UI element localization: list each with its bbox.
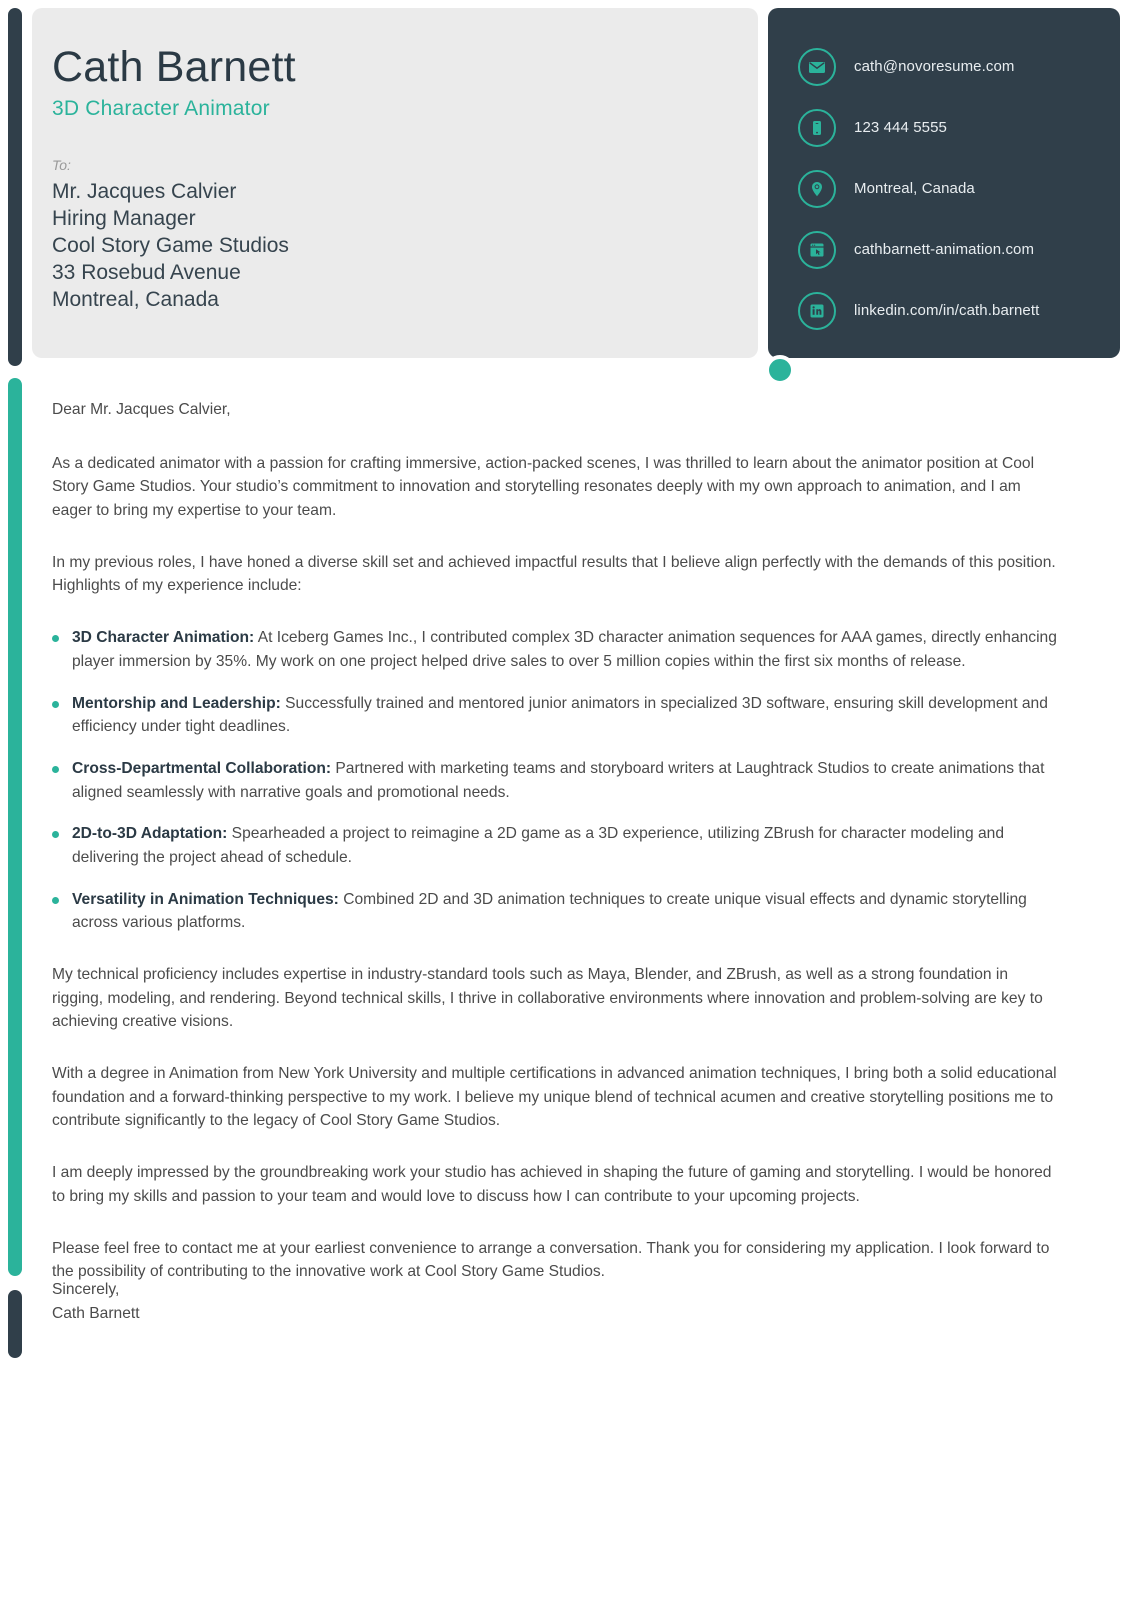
junction-dot (765, 355, 795, 385)
list-item (52, 692, 1057, 739)
contact-value: 123 444 5555 (854, 119, 947, 136)
bullet-text: Partnered with marketing teams and storyboard writers at Laughtrack Studios to create animations that aligned seamlessly with narrative goals and promotional needs. (72, 759, 1045, 801)
bullet-dot-icon (52, 766, 59, 773)
bullet-dot-icon (52, 831, 59, 838)
to-label: To: (52, 157, 71, 174)
recipient-line: Hiring Manager (52, 207, 196, 231)
recipient-line: Cool Story Game Studios (52, 234, 289, 258)
signature-name: Cath Barnett (52, 1304, 140, 1322)
sign-off: Sincerely, (52, 1281, 120, 1298)
education-paragraph: With a degree in Animation from New York University and multiple certifications in advanced animation techniques, I bring both a solid educational foundation and a forward-thinking perspective to my work. I believe my unique blend of technical acumen and creative storytelling positions me to contribute significantly to the legacy of Cool Story Game Studios. (52, 1065, 1057, 1130)
contact-list (768, 36, 1120, 341)
bullet-title: Mentorship and Leadership: (72, 694, 281, 712)
intro-paragraph: As a dedicated animator with a passion for crafting immersive, action-packed scenes, I was thrilled to learn about the animator position at Cool Story Game Studios. Your studio’s commitment to innovation and storytelling resonates deeply with my own approach to animation, and I am eager to bring my expertise to your team. (52, 454, 1035, 520)
contact-item-email[interactable] (768, 36, 1120, 97)
phone-icon (798, 109, 836, 147)
bullet-text: Successfully trained and mentored junior animators in specialized 3D software, ensuring skill development and efficiency under tight deadlines. (72, 694, 1048, 736)
bullet-dot-icon (52, 635, 59, 642)
bullet-title: Cross-Departmental Collaboration: (72, 759, 332, 777)
contact-value: Montreal, Canada (854, 180, 975, 197)
location-icon (798, 170, 836, 208)
bullet-title: 3D Character Animation: (72, 629, 255, 647)
bullet-title: 2D-to-3D Adaptation: (72, 825, 228, 843)
list-item (52, 757, 1057, 804)
accent-bar-signature (8, 1290, 22, 1358)
bullet-text: Combined 2D and 3D animation techniques to create unique visual effects and dynamic storytelling across various platforms. (72, 890, 1027, 932)
bullet-dot-icon (52, 701, 59, 708)
contact-panel (768, 8, 1120, 358)
letter-header (32, 8, 1120, 358)
list-item (52, 822, 1057, 869)
contact-value: cath@novoresume.com (854, 58, 1015, 75)
contact-item-phone[interactable] (768, 97, 1120, 158)
sender-job-title: 3D Character Animator (52, 97, 270, 121)
contact-item-website[interactable] (768, 219, 1120, 280)
letter-body (52, 398, 1057, 1312)
closing-paragraph: Please feel free to contact me at your earliest convenience to arrange a conversation. Thank you for considering my application. I look forward to the possibility of contributing to the innovative work at Cool Story Game Studios. (52, 1239, 1050, 1281)
sender-name: Cath Barnett (52, 43, 296, 91)
list-item (52, 888, 1057, 935)
bullet-title: Versatility in Animation Techniques: (72, 890, 339, 908)
sender-panel (32, 8, 758, 358)
technical-paragraph: My technical proficiency includes expertise in industry-standard tools such as Maya, Blender, and ZBrush, as well as a strong foundation in rigging, modeling, and rendering. Beyond technical skills, I thrive in collaborative environments where innovation and problem-solving are key to achieving creative visions. (52, 966, 1043, 1031)
signature-block (52, 1278, 140, 1325)
linkedin-icon (798, 292, 836, 330)
recipient-line: Montreal, Canada (52, 287, 219, 311)
contact-value: linkedin.com/in/cath.barnett (854, 302, 1040, 319)
recipient-line: Mr. Jacques Calvier (52, 180, 237, 204)
salutation: Dear Mr. Jacques Calvier, (52, 401, 231, 418)
email-icon (798, 48, 836, 86)
admiration-paragraph: I am deeply impressed by the groundbreaking work your studio has achieved in shaping the future of gaming and storytelling. I would be honored to bring my skills and passion to your team and would love to discuss how I can contribute to your upcoming projects. (52, 1164, 1052, 1205)
accent-bar-header (8, 8, 22, 366)
highlights-list (52, 626, 1057, 935)
contact-item-linkedin[interactable] (768, 280, 1120, 341)
accent-bar-body (8, 378, 22, 1276)
contact-item-location[interactable] (768, 158, 1120, 219)
list-item (52, 626, 1057, 673)
website-icon (798, 231, 836, 269)
contact-value: cathbarnett-animation.com (854, 241, 1035, 258)
recipient-block (52, 179, 758, 313)
bullet-text: At Iceberg Games Inc., I contributed complex 3D character animation sequences for AAA games, directly enhancing player immersion by 35%. My work on one project helped drive sales to over 5 million copies within the first six months of release. (72, 629, 1057, 670)
bullet-text: Spearheaded a project to reimagine a 2D game as a 3D experience, utilizing ZBrush for character modeling and delivering the project ahead of schedule. (72, 825, 1005, 866)
recipient-line: 33 Rosebud Avenue (52, 261, 241, 285)
bullet-dot-icon (52, 897, 59, 904)
highlights-lead-paragraph: In my previous roles, I have honed a diverse skill set and achieved impactful results that I believe align perfectly with the demands of this position. Highlights of my experience include: (52, 553, 1056, 595)
